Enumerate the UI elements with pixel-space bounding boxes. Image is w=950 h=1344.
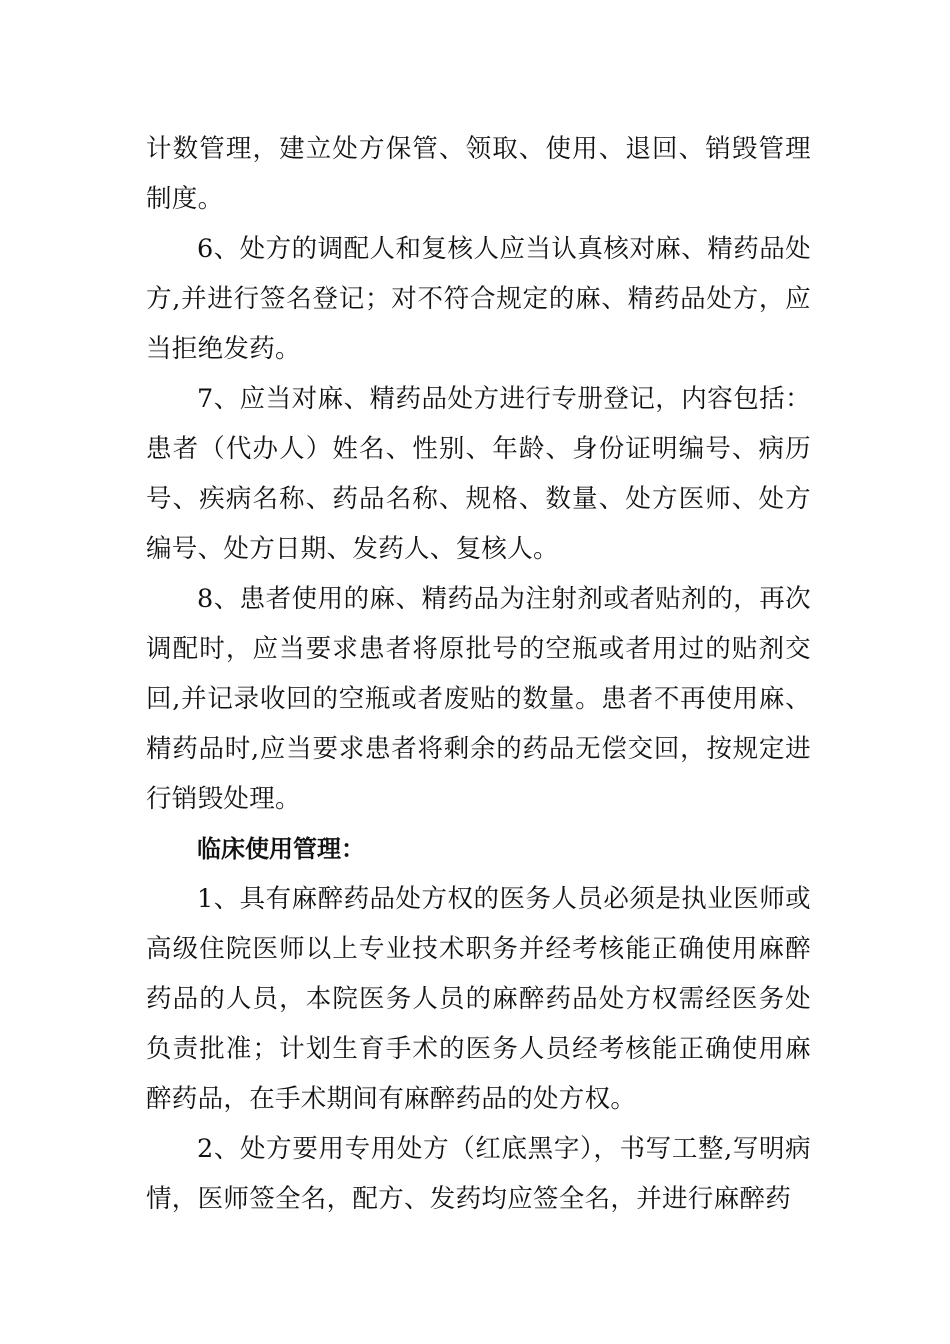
document-body [146,124,811,1224]
section-paragraph-2: 2、处方要用专用处方（红底黑字），书写工整,写明病情，医师签全名，配方、发药均应签全名，并进行麻醉药 [146,1134,811,1214]
section-paragraph-1: 1、具有麻醉药品处方权的医务人员必须是执业医师或高级住院医师以上专业技术职务并经考核能正确使用麻醉药品的人员，本院医务人员的麻醉药品处方权需经医务处负责批准；计划生育手术的医务人员经考核能正确使用麻醉药品，在手术期间有麻醉药品的处方权。 [146,884,811,1114]
paragraph-item-6: 6、处方的调配人和复核人应当认真核对麻、精药品处方,并进行签名登记；对不符合规定的麻、精药品处方，应当拒绝发药。 [146,234,811,364]
paragraph-item-7: 7、应当对麻、精药品处方进行专册登记，内容包括：患者（代办人）姓名、性别、年龄、身份证明编号、病历号、疾病名称、药品名称、规格、数量、处方医师、处方编号、处方日期、发药人、复核人。 [146,384,811,564]
paragraph-item-8: 8、患者使用的麻、精药品为注射剂或者贴剂的，再次调配时，应当要求患者将原批号的空瓶或者用过的贴剂交回,并记录收回的空瓶或者废贴的数量。患者不再使用麻、精药品时,应当要求患者将剩余的药品无偿交回，按规定进行销毁处理。 [146,584,811,814]
paragraph-continuation: 计数管理，建立处方保管、领取、使用、退回、销毁管理制度。 [146,134,811,214]
section-heading: 临床使用管理： [197,835,365,863]
